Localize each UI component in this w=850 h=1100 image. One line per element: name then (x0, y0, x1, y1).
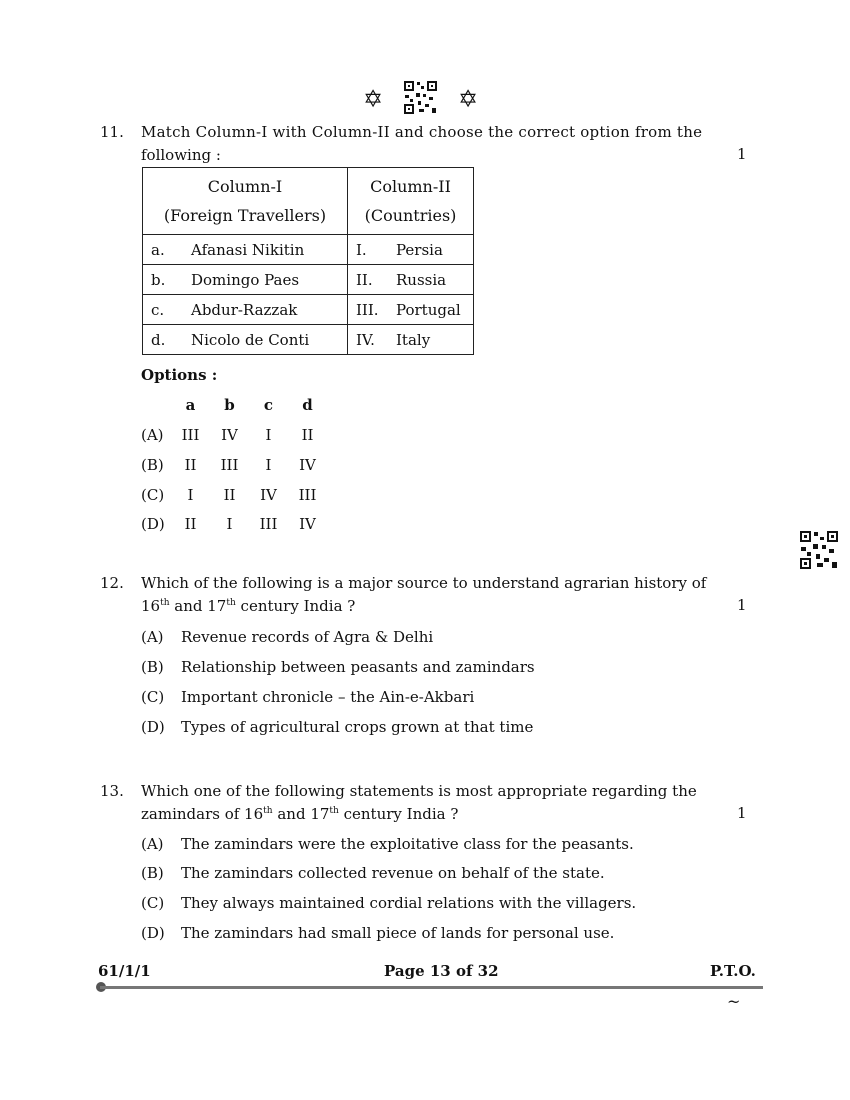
option-value: III (220, 456, 239, 474)
option-value: I (187, 486, 194, 504)
table-cell (348, 325, 474, 355)
traveller-name: Abdur-Razzak (191, 300, 298, 319)
option-label: (A) (141, 628, 164, 646)
question-number-11: 11. (100, 123, 124, 141)
option-text: Revenue records of Agra & Delhi (181, 628, 434, 646)
table-cell (348, 235, 474, 265)
column-2-subtitle: (Countries) (364, 206, 457, 225)
option-label: (C) (141, 894, 165, 912)
traveller-name: Domingo Paes (191, 270, 300, 289)
option-value: IV (221, 426, 238, 444)
q13-option-d[interactable] (141, 924, 614, 942)
option-label: (D) (141, 924, 165, 942)
q12-option-b[interactable] (141, 658, 535, 676)
question-12-line1: Which of the following is a major source to understand agrarian history of (141, 574, 707, 592)
question-number-12: 12. (100, 574, 124, 592)
table-cell (143, 295, 348, 325)
row-key: d. (151, 330, 166, 349)
question-number-13: 13. (100, 782, 124, 800)
column-2-header (348, 168, 474, 235)
text-fragment: century India ? (235, 597, 356, 615)
question-11-line1: Match Column-I with Column-II and choose the correct option from the (141, 123, 703, 141)
column-1-title: Column-I (207, 177, 283, 196)
option-text: Relationship between peasants and zamindars (181, 658, 535, 676)
option-label: (A) (141, 426, 164, 444)
tilde-mark: ~ (727, 992, 741, 1011)
option-text: The zamindars had small piece of lands for personal use. (181, 924, 615, 942)
please-turn-over: P.T.O. (710, 962, 756, 980)
column-1-subtitle: (Foreign Travellers) (163, 206, 327, 225)
grid-header-a: a (185, 396, 196, 414)
option-label: (B) (141, 456, 164, 474)
option-c[interactable] (141, 486, 327, 504)
question-13-line1: Which one of the following statements is most appropriate regarding the (141, 782, 697, 800)
question-12-line2 (141, 595, 716, 618)
superscript: th (329, 806, 339, 816)
match-table-header (143, 168, 474, 235)
text-fragment: zamindars of 16 (141, 805, 264, 823)
traveller-name: Afanasi Nikitin (191, 240, 305, 259)
row-key: III. (356, 300, 379, 319)
column-2-title: Column-II (370, 177, 451, 196)
footer-rule (100, 986, 763, 989)
question-13-text (141, 780, 716, 826)
qr-code-icon-top (403, 80, 438, 115)
table-row (143, 235, 474, 265)
option-d[interactable] (141, 515, 327, 533)
q12-option-d[interactable] (141, 718, 533, 736)
option-value: II (223, 486, 236, 504)
row-key: II. (356, 270, 373, 289)
country-name: Portugal (396, 300, 461, 319)
text-fragment: and 17 (272, 805, 330, 823)
country-name: Italy (396, 330, 431, 349)
option-value: IV (299, 515, 316, 533)
option-label: (B) (141, 658, 164, 676)
traveller-name: Nicolo de Conti (191, 330, 310, 349)
option-text: The zamindars collected revenue on behalf of the state. (181, 864, 605, 882)
option-value: I (265, 456, 272, 474)
q12-option-a[interactable] (141, 628, 433, 646)
option-value: IV (260, 486, 277, 504)
q12-option-c[interactable] (141, 688, 474, 706)
star-of-david-icon-right: ✡ (458, 85, 479, 113)
option-text: Important chronicle – the Ain-e-Akbari (181, 688, 475, 706)
option-label: (C) (141, 688, 165, 706)
row-key: b. (151, 270, 166, 289)
q13-option-a[interactable] (141, 835, 634, 853)
option-value: III (259, 515, 278, 533)
country-name: Russia (396, 270, 447, 289)
superscript: th (226, 598, 236, 608)
question-11-line2: following : (141, 146, 221, 164)
option-label: (A) (141, 835, 164, 853)
question-12-marks: 1 (737, 596, 747, 614)
table-cell (143, 265, 348, 295)
row-key: c. (151, 300, 165, 319)
table-cell (143, 325, 348, 355)
option-value: I (226, 515, 233, 533)
option-b[interactable] (141, 456, 327, 474)
qr-code-icon-side (799, 530, 839, 570)
superscript: th (263, 806, 273, 816)
match-table (142, 167, 474, 355)
column-1-header (143, 168, 348, 235)
question-11-marks: 1 (737, 145, 747, 163)
question-13-line2 (141, 803, 716, 826)
question-11-text (141, 121, 716, 167)
option-value: II (184, 456, 197, 474)
option-value: I (265, 426, 272, 444)
grid-header-d: d (302, 396, 313, 414)
row-key: I. (356, 240, 367, 259)
option-label: (D) (141, 515, 165, 533)
option-a[interactable] (141, 426, 327, 444)
options-grid-header (171, 396, 327, 414)
option-text: Types of agricultural crops grown at that time (181, 718, 534, 736)
paper-code: 61/1/1 (98, 962, 151, 980)
table-cell (143, 235, 348, 265)
grid-header-b: b (224, 396, 235, 414)
q13-option-c[interactable] (141, 894, 636, 912)
table-row (143, 265, 474, 295)
option-value: III (298, 486, 317, 504)
option-label: (C) (141, 486, 165, 504)
text-fragment: century India ? (338, 805, 459, 823)
grid-header-c: c (263, 396, 274, 414)
text-fragment: and 17 (169, 597, 227, 615)
table-row (143, 295, 474, 325)
country-name: Persia (396, 240, 443, 259)
option-label: (B) (141, 864, 164, 882)
page-number: Page 13 of 32 (384, 962, 499, 980)
star-of-david-icon-left: ✡ (363, 85, 384, 113)
question-12-text (141, 572, 716, 618)
option-text: The zamindars were the exploitative class for the peasants. (181, 835, 634, 853)
text-fragment: 16 (141, 597, 161, 615)
row-key: a. (151, 240, 165, 259)
option-text: They always maintained cordial relations with the villagers. (181, 894, 637, 912)
options-label: Options : (141, 366, 218, 384)
option-value: II (301, 426, 314, 444)
option-value: IV (299, 456, 316, 474)
table-row (143, 325, 474, 355)
superscript: th (160, 598, 170, 608)
row-key: IV. (356, 330, 375, 349)
table-cell (348, 265, 474, 295)
option-value: II (184, 515, 197, 533)
question-13-marks: 1 (737, 804, 747, 822)
table-cell (348, 295, 474, 325)
option-label: (D) (141, 718, 165, 736)
q13-option-b[interactable] (141, 864, 605, 882)
option-value: III (181, 426, 200, 444)
